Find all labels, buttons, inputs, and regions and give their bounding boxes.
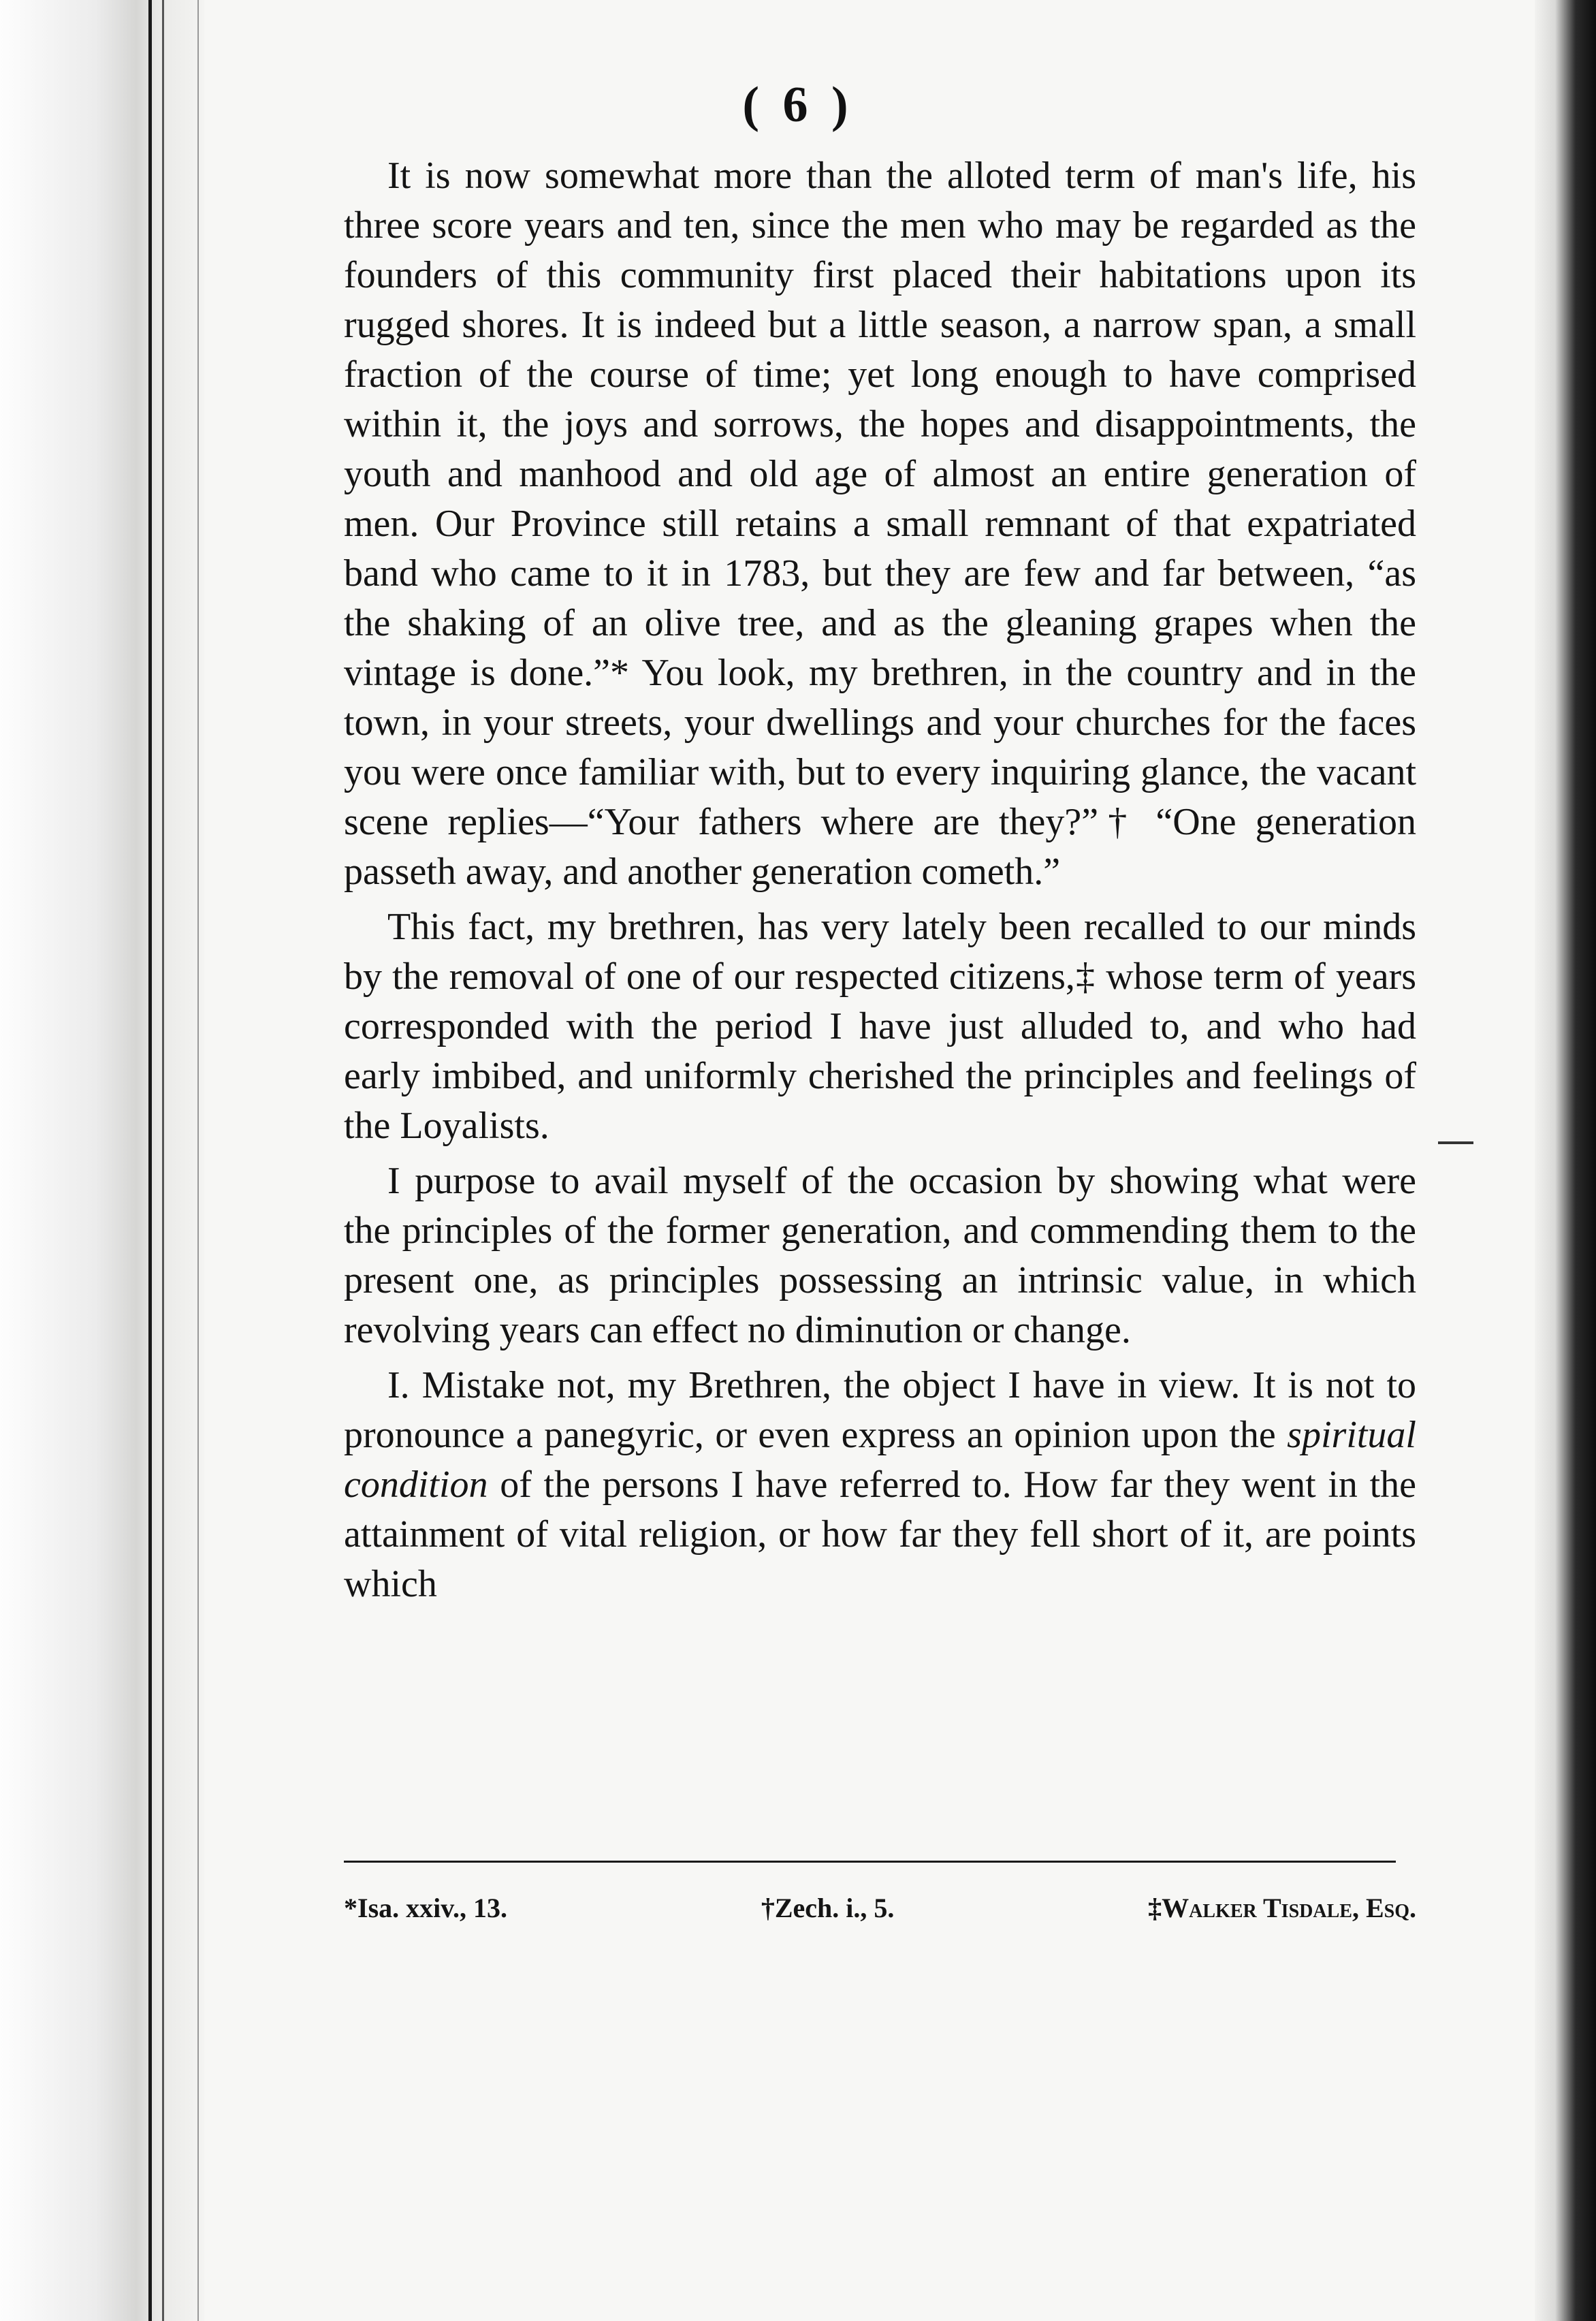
footnote: †Zech. i., 5. [761, 1893, 895, 1923]
italic-phrase: spiritual condition [344, 1414, 1416, 1506]
footnote: ‡Walker Tisdale, Esq. [1148, 1893, 1416, 1923]
left-binding-gutter [0, 0, 204, 2321]
binding-line [148, 0, 152, 2321]
right-page-edge [1535, 0, 1596, 2321]
body-text [344, 151, 1416, 1615]
margin-mark [1438, 1141, 1473, 1144]
binding-line [162, 0, 164, 2321]
paragraph-text: I. Mistake not, my Brethren, the object I have in view. It is not to pronounce a panegyric, or even express an opinion upon the [344, 1364, 1416, 1456]
paragraph: I purpose to avail myself of the occasion by showing what were the principles of the former generation, and commending them to the present one, as principles possessing an intrinsic value, in which revolving years can effect no diminution or change. [344, 1160, 1416, 1351]
footnote: *Isa. xxiv., 13. [344, 1893, 508, 1923]
paragraph-text: of the persons I have referred to. How far they went in the attainment of vital religion, or how far they fell short of it, are points which [344, 1464, 1416, 1605]
footnotes [344, 1892, 1416, 1924]
paragraph: This fact, my brethren, has very lately been recalled to our minds by the removal of one of our respected citizens,‡ whose term of years corresponded with the period I have just alluded to, and who had early imbibed, and uniformly cherished the principles and feelings of the Loyalists. [344, 906, 1416, 1147]
binding-line [197, 0, 199, 2321]
page-number: ( 6 ) [742, 77, 854, 133]
paragraph: It is now somewhat more than the alloted term of man's life, his three score years and ten, since the men who may be regarded as the founders of this community first placed their habitations upon its rugged shores. It is indeed but a little season, a narrow span, a small fraction of the course of time; yet long enough to have comprised within it, the joys and sorrows, the hopes and disappointments, the youth and manhood and old age of almost an entire generation of men. Our Province still retains a small remnant of that expatriated band who came to it in 1783, but they are few and far between, “as the shaking of an olive tree, and as the gleaning grapes when the vintage is done.”* You look, my brethren, in the country and in the town, in your streets, your dwellings and your churches for the faces you were once familiar with, but to every inquiring glance, the vacant scene replies—“Your fathers where are they?”† “One generation passeth away, and another generation cometh.” [344, 155, 1416, 893]
paragraph [344, 1361, 1416, 1609]
footnote-rule [344, 1861, 1396, 1863]
